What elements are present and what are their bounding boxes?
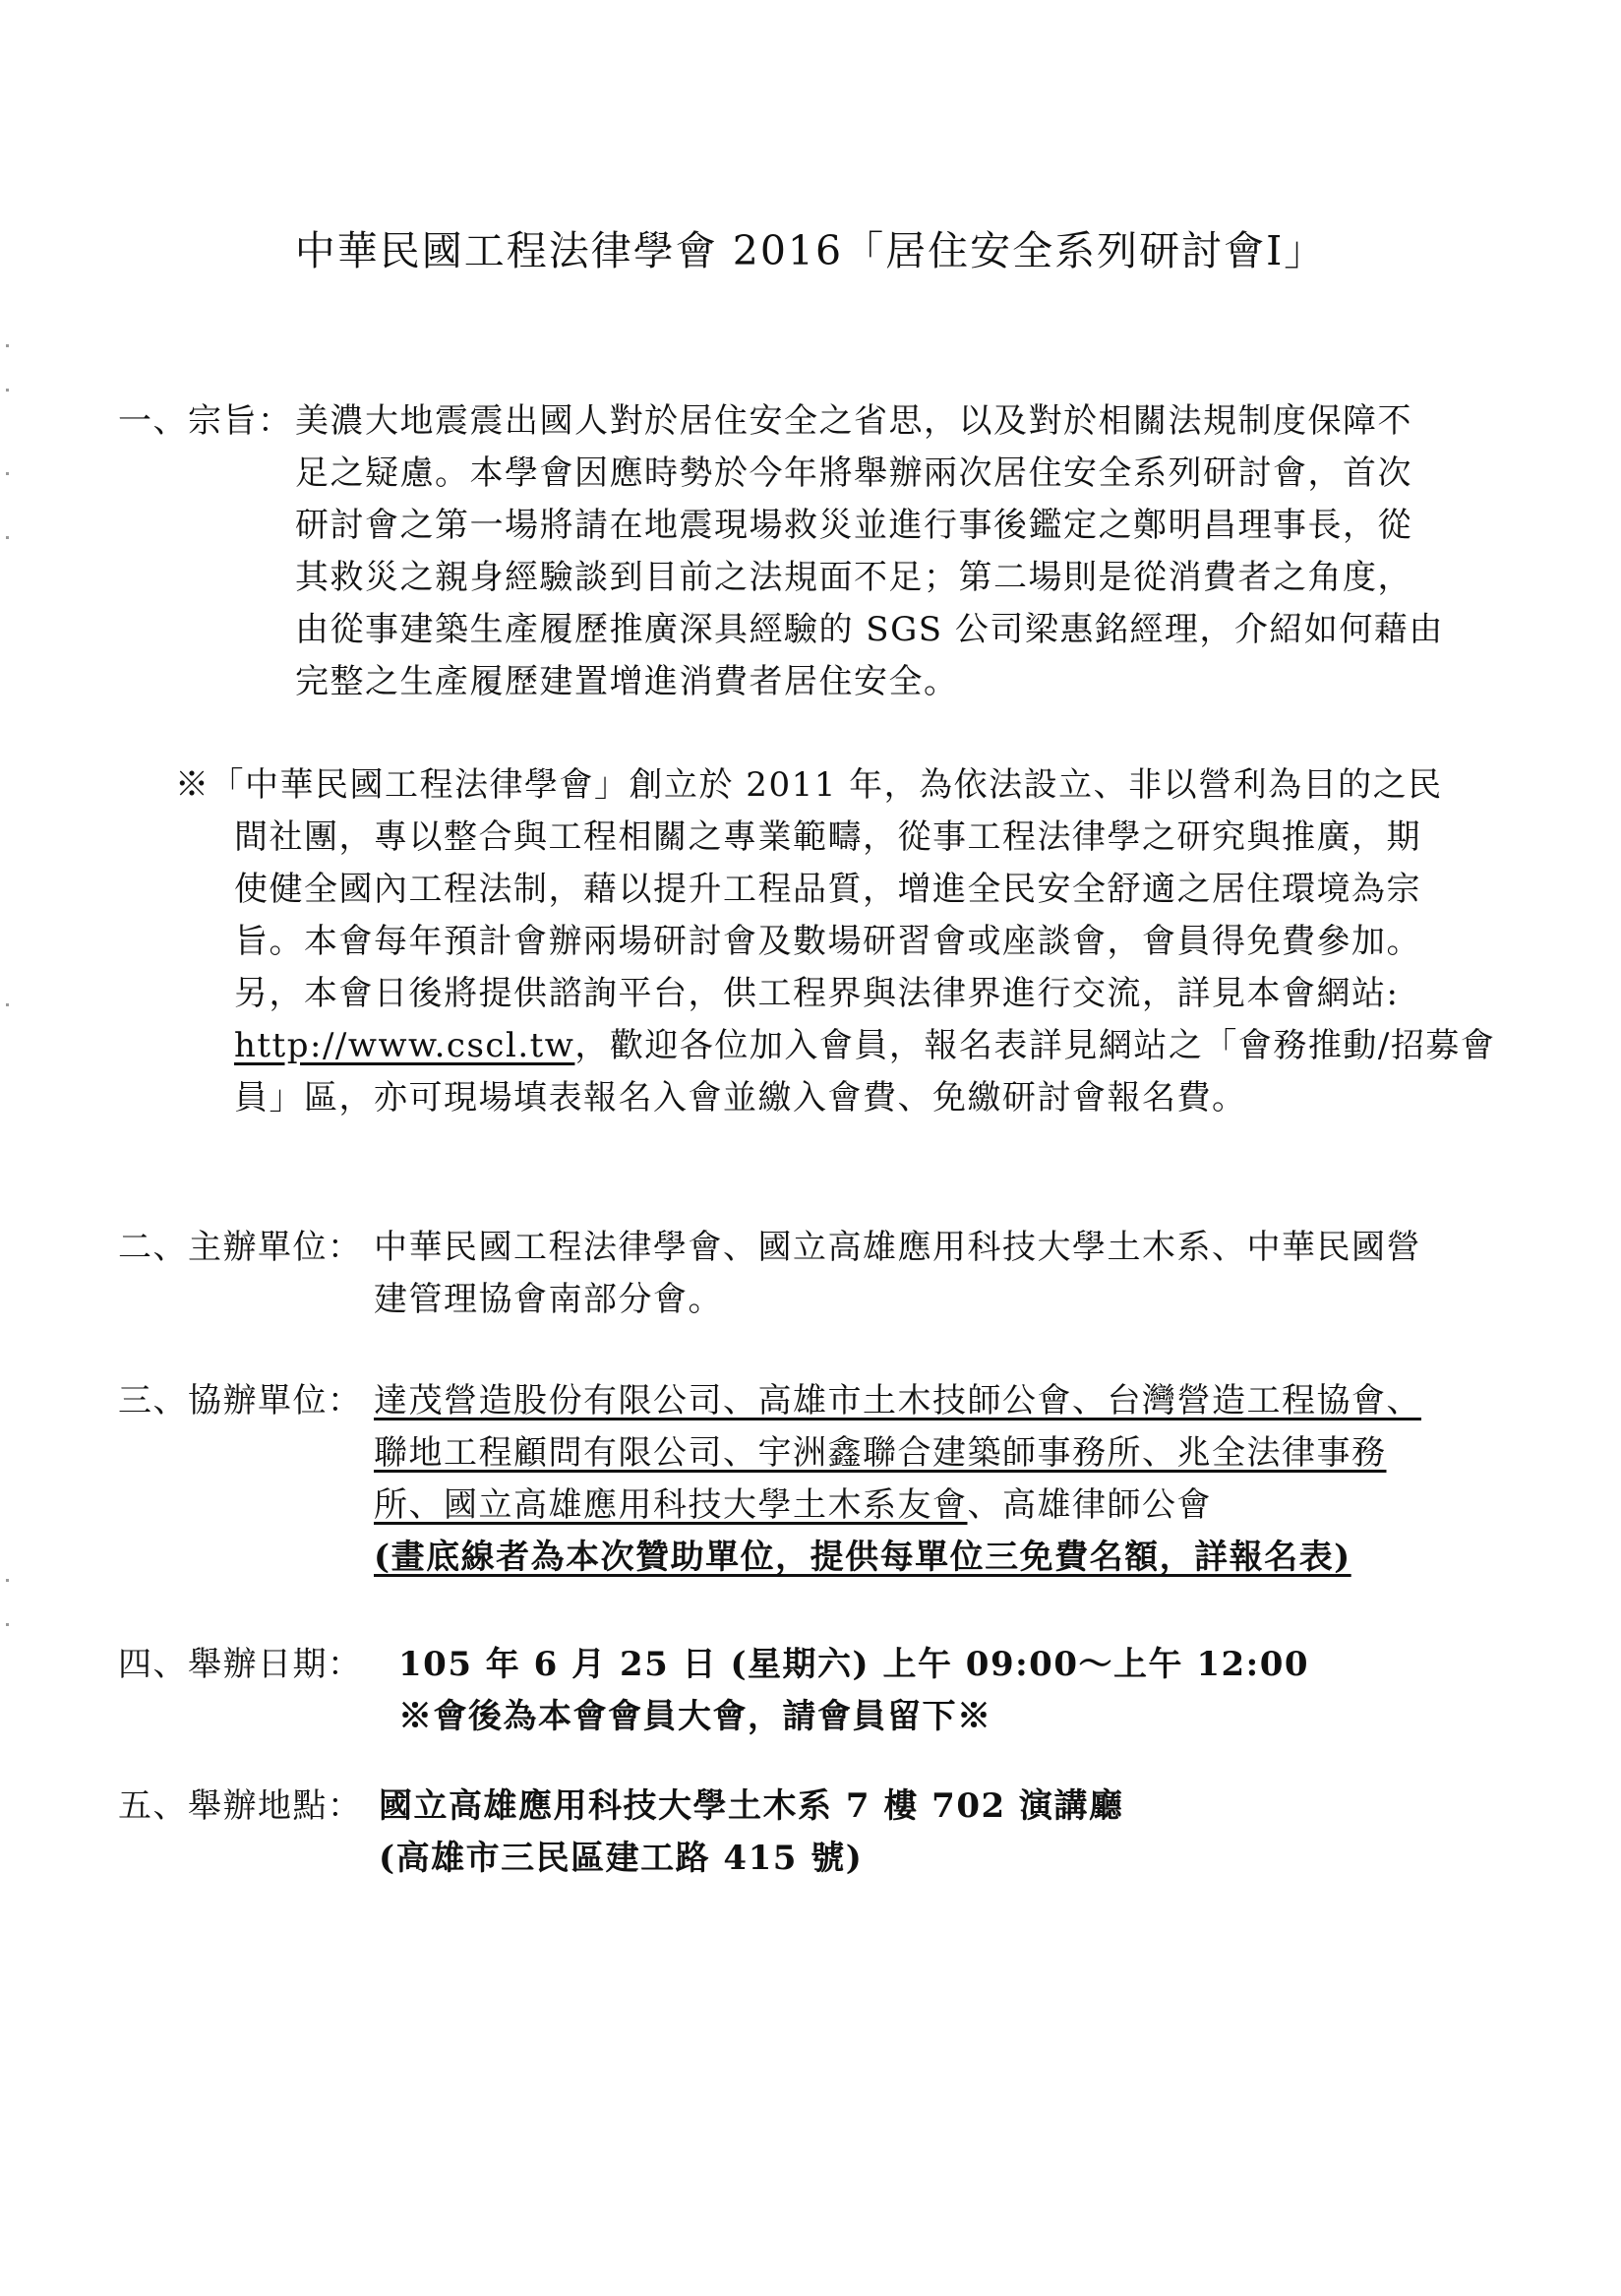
purpose-label: 一、宗旨： xyxy=(118,401,293,441)
scan-speck xyxy=(6,536,9,539)
scan-speck xyxy=(6,389,9,392)
scan-speck xyxy=(6,1579,9,1582)
purpose-line: 由從事建築生產履歷推廣深具經驗的 SGS 公司梁惠銘經理，介紹如何藉由 xyxy=(295,610,1444,649)
date-label: 四、舉辦日期： xyxy=(118,1645,363,1684)
venue-label: 五、舉辦地點： xyxy=(118,1786,363,1826)
co-organizers-rest: 、高雄律師公會 xyxy=(967,1485,1212,1525)
note-line-url xyxy=(234,1018,1495,1066)
purpose-line: 美濃大地震震出國人對於居住安全之省思，以及對於相關法規制度保障不 xyxy=(295,401,1412,441)
document-title: 中華民國工程法律學會 2016「居住安全系列研討會Ⅰ」 xyxy=(294,227,1327,274)
note-line: 員」區，亦可現場填表報名入會並繳入會費、免繳研討會報名費。 xyxy=(234,1078,1247,1118)
note-line-rest: ，歡迎各位加入會員，報名表詳見網站之「會務推動/招募會 xyxy=(574,1026,1496,1065)
purpose-line: 其救災之親身經驗談到目前之法規面不足；第二場則是從消費者之角度， xyxy=(295,558,1412,597)
note-line: 使健全國內工程法制，藉以提升工程品質，增進全民安全舒適之居住環境為宗 xyxy=(234,870,1421,909)
venue-name: 國立高雄應用科技大學土木系 7 樓 702 演講廳 xyxy=(379,1786,1124,1826)
purpose-line: 完整之生產履歷建置增進消費者居住安全。 xyxy=(295,662,959,701)
scan-speck xyxy=(6,1623,9,1626)
members-meeting-note: ※會後為本會會員大會，請會員留下※ xyxy=(398,1697,992,1736)
note-line: 旨。本會每年預計會辦兩場研討會及數場研習會或座談會，會員得免費參加。 xyxy=(234,922,1421,961)
sponsor-note: (畫底線者為本次贊助單位，提供每單位三免費名額，詳報名表) xyxy=(374,1538,1351,1577)
co-organizers-line xyxy=(374,1478,1212,1526)
organizers-label: 二、主辦單位： xyxy=(118,1228,363,1267)
event-date: 105 年 6 月 25 日 (星期六) 上午 09:00～上午 12:00 xyxy=(398,1645,1310,1684)
organizers-line: 中華民國工程法律學會、國立高雄應用科技大學土木系、中華民國營 xyxy=(374,1228,1421,1267)
co-organizers-label: 三、協辦單位： xyxy=(118,1381,363,1420)
venue-address: (高雄市三民區建工路 415 號) xyxy=(379,1839,864,1878)
co-organizers-line: 達茂營造股份有限公司、高雄市土木技師公會、台灣營造工程協會、 xyxy=(374,1381,1421,1420)
scan-speck xyxy=(6,344,9,347)
co-organizers-sponsor-text: 所、國立高雄應用科技大學土木系友會 xyxy=(374,1485,968,1525)
purpose-line: 足之疑慮。本學會因應時勢於今年將舉辦兩次居住安全系列研討會，首次 xyxy=(295,453,1412,493)
scan-speck xyxy=(6,472,9,475)
co-organizers-line: 聯地工程顧問有限公司、宇洲鑫聯合建築師事務所、兆全法律事務 xyxy=(374,1433,1387,1473)
society-website-link[interactable]: http://www.cscl.tw xyxy=(234,1026,575,1065)
note-line: 間社團，專以整合與工程相關之專業範疇，從事工程法律學之研究與推廣，期 xyxy=(234,817,1421,857)
purpose-line: 研討會之第一場將請在地震現場救災並進行事後鑑定之鄭明昌理事長，從 xyxy=(295,506,1412,545)
scan-speck xyxy=(6,1003,9,1006)
organizers-line: 建管理協會南部分會。 xyxy=(374,1280,723,1319)
note-line: 另，本會日後將提供諮詢平台，供工程界與法律界進行交流，詳見本會網站: xyxy=(234,974,1400,1013)
note-line: ※「中華民國工程法律學會」創立於 2011 年，為依法設立、非以營利為目的之民 xyxy=(175,765,1443,805)
